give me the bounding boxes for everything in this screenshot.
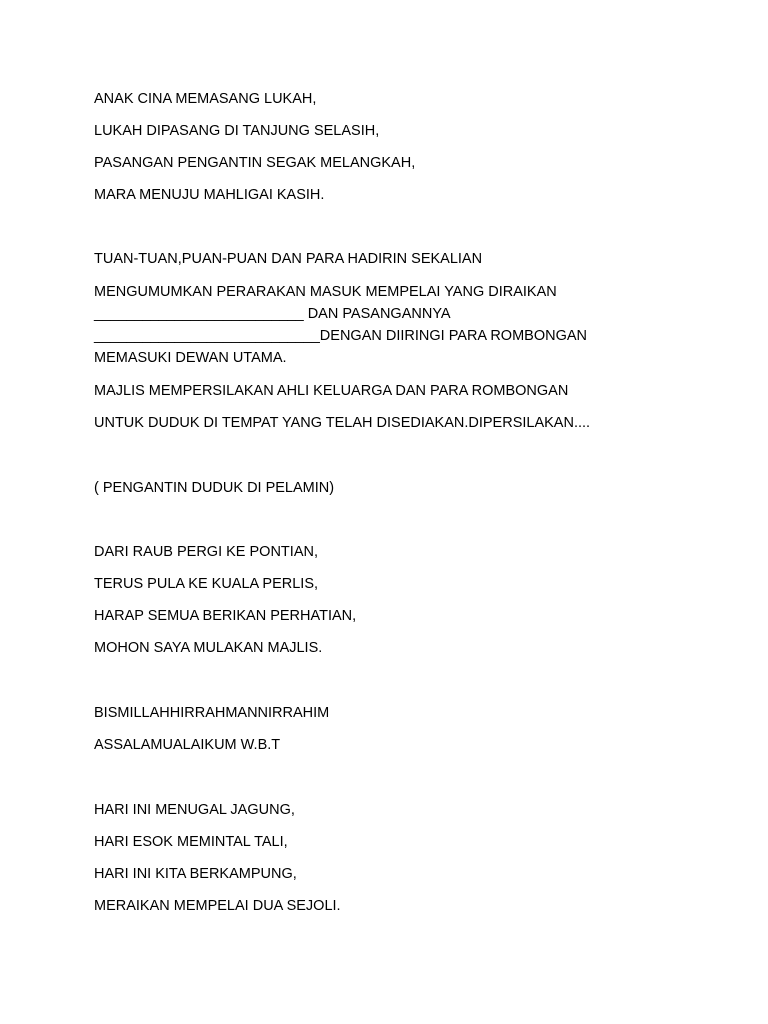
announcement-line-7: UNTUK DUDUK DI TEMPAT YANG TELAH DISEDIAKAN.DIPERSILAKAN.... [94, 415, 591, 431]
salam-line: ASSALAMUALAIKUM W.B.T [94, 737, 281, 753]
stanza1-line-1: ANAK CINA MEMASANG LUKAH, [94, 91, 317, 107]
stanza1-line-4: MARA MENUJU MAHLIGAI KASIH. [94, 187, 325, 203]
basmalah-line: BISMILLAHHIRRAHMANNIRRAHIM [94, 705, 330, 721]
stanza2-line-3: HARAP SEMUA BERIKAN PERHATIAN, [94, 608, 357, 624]
stage-direction: ( PENGANTIN DUDUK DI PELAMIN) [94, 480, 335, 496]
stanza1-line-3: PASANGAN PENGANTIN SEGAK MELANGKAH, [94, 155, 416, 171]
stanza2-line-2: TERUS PULA KE KUALA PERLIS, [94, 576, 319, 592]
announcement-line-5: MEMASUKI DEWAN UTAMA. [94, 350, 287, 366]
stanza1-line-2: LUKAH DIPASANG DI TANJUNG SELASIH, [94, 123, 380, 139]
announcement-line-6: MAJLIS MEMPERSILAKAN AHLI KELUARGA DAN PARA ROMBONGAN [94, 383, 569, 399]
stanza3-line-3: HARI INI KITA BERKAMPUNG, [94, 866, 297, 882]
stanza2-line-1: DARI RAUB PERGI KE PONTIAN, [94, 544, 318, 560]
stanza2-line-4: MOHON SAYA MULAKAN MAJLIS. [94, 640, 323, 656]
announcement-line-1: TUAN-TUAN,PUAN-PUAN DAN PARA HADIRIN SEKALIAN [94, 251, 483, 267]
stanza3-line-2: HARI ESOK MEMINTAL TALI, [94, 834, 288, 850]
announcement-line-2: MENGUMUMKAN PERARAKAN MASUK MEMPELAI YANG DIRAIKAN [94, 284, 557, 300]
announcement-line-3: __________________________ DAN PASANGANNYA [94, 306, 451, 322]
announcement-line-4: ____________________________DENGAN DIIRINGI PARA ROMBONGAN [94, 328, 588, 344]
stanza3-line-4: MERAIKAN MEMPELAI DUA SEJOLI. [94, 898, 341, 914]
stanza3-line-1: HARI INI MENUGAL JAGUNG, [94, 802, 295, 818]
